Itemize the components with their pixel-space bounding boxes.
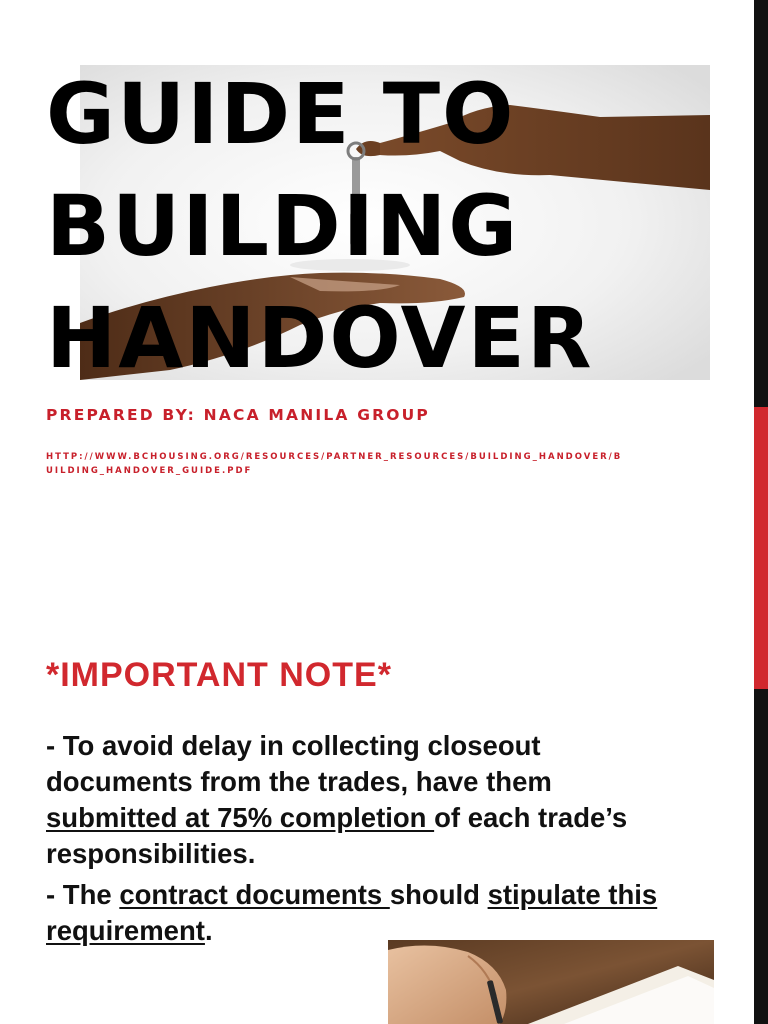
title-line: HANDOVER: [46, 289, 594, 387]
bullet-text: - The: [46, 879, 120, 910]
hand-signing-document-photo: [388, 940, 714, 1024]
bullet-text: - To avoid delay in collecting closeout documents from the trades, have them: [46, 730, 552, 797]
side-bar-black-bottom: [754, 689, 768, 1024]
source-url: HTTP://WWW.BCHOUSING.ORG/RESOURCES/PARTNER_RESOURCES/BUILDING_HANDOVER/BUILDING_HANDOVER_GUIDE.PDF: [46, 452, 623, 476]
prepared-by: PREPARED BY: NACA MANILA GROUP: [46, 406, 430, 424]
side-bar-red: [754, 407, 768, 689]
title-line: GUIDE TO: [46, 65, 516, 163]
bullet-underlined-text: stipulate this requirement: [46, 879, 658, 946]
page-title: [46, 58, 746, 394]
bullet-text: .: [204, 915, 213, 946]
title-line: BUILDING: [46, 177, 520, 275]
bullet-closeout: [46, 728, 686, 872]
bullet-text: of each trade’s responsibilities.: [46, 802, 628, 869]
side-bar-black-top: [754, 0, 768, 407]
bullet-underlined-text: contract documents: [119, 879, 390, 910]
bullet-contract: [46, 877, 686, 949]
bullet-underlined-text: submitted at 75% completion: [46, 802, 435, 833]
note-body: [46, 728, 686, 949]
important-note-heading: *IMPORTANT NOTE*: [46, 656, 392, 694]
bullet-text: should: [389, 879, 488, 910]
